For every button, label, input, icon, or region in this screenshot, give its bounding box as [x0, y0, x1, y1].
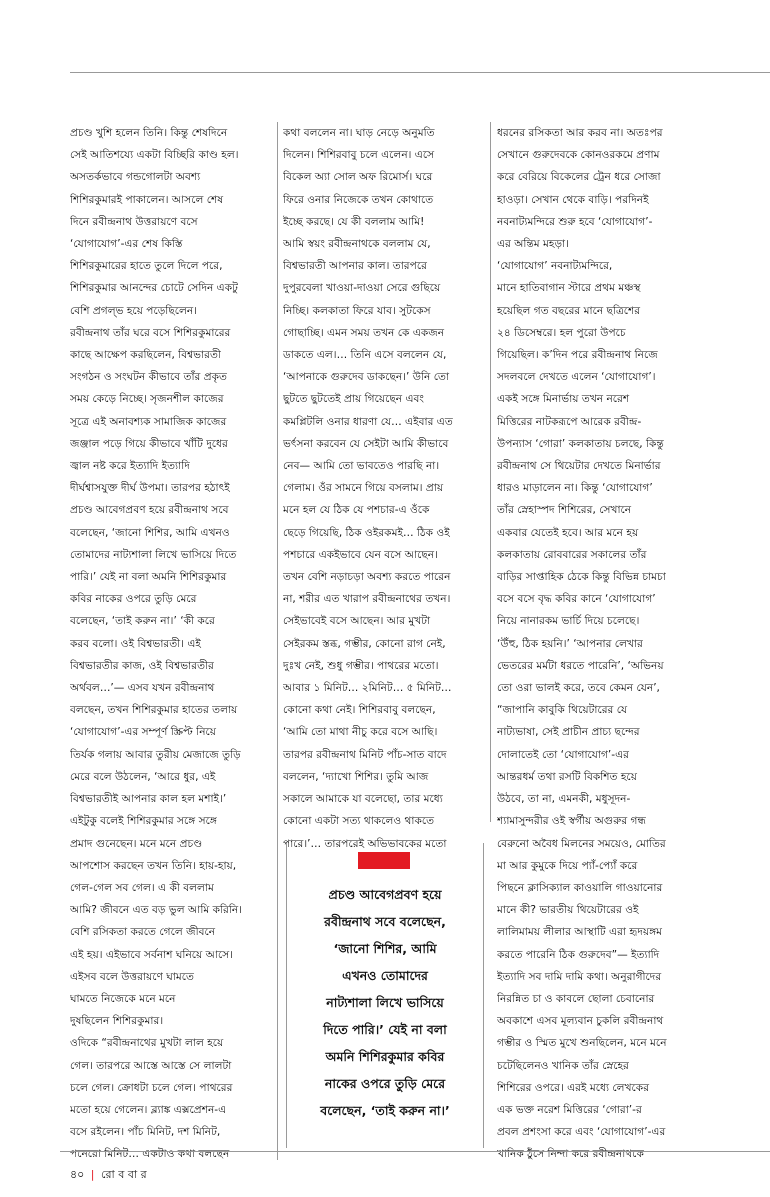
- body-text-line: এর অন্তিম মহড়া।: [497, 238, 569, 251]
- body-text-line: আন্তরধর্ম তথা রসটি বিকশিত হয়ে: [497, 770, 637, 783]
- body-text-line: শিশিরের ওপরে। এরই মধ্যে লেখকের: [497, 1081, 650, 1094]
- body-text-line: প্রমাদ গুনেছেন। মনে মনে প্রচণ্ড: [70, 837, 203, 850]
- article-column-1: [70, 122, 273, 1162]
- body-text-line: নিরন্নিত চা ও কাবলে ছোলা চেবানোর: [497, 992, 655, 1005]
- body-text-line: রবীন্দ্রনাথ সে থিয়েটার দেখতে মিনার্ভার: [497, 460, 661, 473]
- body-text-line: দুপুরবেলা খাওয়া-দাওয়া সেরে গুছিয়ে: [283, 282, 441, 295]
- body-text-line: আবার ১ মিনিট… ২মিনিট… ৫ মিনিট…: [283, 682, 452, 695]
- body-text-line: বলছেন, তখন শিশিরকুমার হাতের তলায়: [70, 704, 238, 717]
- body-text-line: ধরনের রসিকতা আর করব না। অতঃপর: [497, 127, 663, 139]
- body-text-line: পারে।’… তারপরেই অভিভাবকের মতো: [283, 837, 447, 850]
- pull-quote-line: ‘জানো শিশির, আমি: [333, 941, 437, 956]
- body-text-line: চলে গেল। ক্রোধটা চলে গেল। পাথরের: [70, 1081, 233, 1094]
- body-text-line: নিয়ে নানারকম ভার্চি দিয়ে চলেছে।: [497, 615, 640, 628]
- body-text-line: বিকেল অ্যা সোল অফ রিমোর্স। ঘরে: [283, 171, 433, 184]
- body-text-line: গেল-গেল সব গেল। এ কী বললাম: [70, 881, 214, 894]
- pull-quote: [286, 843, 484, 1148]
- pull-quote-line: দিতে পারি।’ যেই না বলা: [323, 1022, 447, 1037]
- body-text-line: এই হয়। এইভাবে সর্বনাশ ঘনিয়ে আসে।: [70, 948, 234, 961]
- pull-quote-line: এখনও তোমাদের: [342, 968, 428, 983]
- column-divider: [277, 122, 278, 1160]
- body-text-line: মেরে বলে উঠলেন, ‘আরে ধুর, এই: [70, 770, 216, 783]
- header-rule: [70, 72, 770, 73]
- article-column-3: [497, 122, 711, 1162]
- body-text-line: দীর্ঘশ্বাসযুক্ত দীর্ঘ উপমা। তারপর হঠাৎই: [70, 482, 230, 495]
- body-text-line: নিচ্ছি। কলকাতা ফিরে যাব। সুটকেস: [283, 304, 431, 317]
- body-text-line: করে বেরিয়ে বিকেলের ট্রেন ধরে সোজা: [497, 171, 661, 184]
- body-text-line: করতে পারেনি ঠিক গুরুদেব”— ইত্যাদি: [497, 948, 660, 961]
- body-text-line: চটেছিলেনও খানিক তাঁর স্নেহের: [497, 1059, 629, 1072]
- body-text-line: বিশ্বভারতীই আপনার কাল হল মশাই।’: [70, 793, 227, 806]
- body-text-line: খানিক ঠুঁসে নিন্দা করে রবীন্দ্রনাথকে: [497, 1148, 644, 1161]
- body-text-line: সেইরকম স্তব্ধ, গম্ভীর, কোনো রাগ নেই,: [283, 637, 446, 650]
- body-text-line: নাট্যভাষা, সেই প্রাচীন প্রাচ্য ছন্দের: [497, 726, 640, 739]
- page-folio: [70, 1166, 147, 1185]
- body-text-line: পনেরো মিনিট… একটাও কথা বলছেন: [70, 1148, 230, 1161]
- body-text-line: অর্থবল…’— এসব যখন রবীন্দ্রনাথ: [70, 682, 215, 695]
- body-text-line: দিনে রবীন্দ্রনাথ উত্তরায়ণে বসে: [70, 215, 198, 228]
- body-text-line: গেল। তারপরে আস্তে আস্তে সে লালটা: [70, 1059, 232, 1072]
- body-text-line: মা আর কুমুকে দিয়ে প্যাঁ-প্যোঁ করে: [497, 859, 638, 872]
- body-text-line: পারি।’ যেই না বলা অমনি শিশিরকুমার: [70, 571, 227, 584]
- body-text-line: নেব— আমি তো ভাবতেও পারছি না।: [283, 460, 440, 473]
- body-text-line: ‘যোগাযোগ’-এর শেষ কিস্তি: [70, 238, 183, 251]
- body-text-line: মানে হাতিবাগান স্টারে প্রথম মঞ্চস্থ: [497, 282, 641, 295]
- body-text-line: ছেড়ে গিয়েছি, ঠিক ওইরকমই… ঠিক ওই: [283, 526, 450, 539]
- body-text-line: ইচ্ছে করছে। যে কী বললাম আমি!: [283, 215, 425, 228]
- body-text-line: শিশিরকুমারই পাকালেন। আসলে শেষ: [70, 193, 224, 206]
- pull-quote-text: [287, 881, 483, 1124]
- body-text-line: অবকাশে এসব মূল্যবান চুকলি রবীন্দ্রনাথ: [497, 1015, 664, 1028]
- body-text-line: সময় কেড়ে নিচ্ছে। সৃজনশীল কাজের: [70, 393, 224, 406]
- pull-quote-line: প্রচণ্ড আবেগপ্রবণ হয়ে: [328, 887, 442, 902]
- column-divider: [490, 122, 491, 822]
- body-text-line: বসে রইলেন। পাঁচ মিনিট, দশ মিনিট,: [70, 1126, 221, 1139]
- pull-quote-line: নাট্যশালা লিখে ভাসিয়ে: [326, 995, 444, 1010]
- body-text-line: রবীন্দ্রনাথ তাঁর ঘরে বসে শিশিরকুমারের: [70, 326, 231, 339]
- body-text-line: ‘আমি তো মাথা নীচু করে বসে আছি।: [283, 726, 438, 739]
- body-text-line: ‘যোগাযোগ’ নবনাট্যমন্দিরে,: [497, 260, 613, 273]
- body-text-line: উপন্যাস ‘গোরা’ কলকাতায় চলছে, কিন্তু: [497, 437, 664, 450]
- body-text-line: মতো হয়ে গেলেন। ব্ল্যাঙ্ক এক্সপ্রেশন-এ: [70, 1103, 227, 1116]
- body-text-line: বসে বসে বৃদ্ধ কবির কানে ‘যোগাযোগ’: [497, 593, 656, 606]
- body-text-line: মিত্তিরের নাটকরূপে আরেক রবীন্দ্র-: [497, 415, 642, 428]
- body-text-line: প্রবল প্রশংসা করে এবং ‘যোগাযোগ’-এর: [497, 1126, 666, 1139]
- body-text-line: বিশ্বভারতী আপনার কাল। তারপরে: [283, 260, 427, 273]
- pull-quote-line: বলেছেন, ‘তাই করুন না।’: [320, 1103, 450, 1118]
- body-text-line: বেরুনো অবৈধ মিলনের সময়েও, মোতির: [497, 837, 666, 850]
- body-text-line: তো ওরা ভালই করে, তবে কেমন যেন’,: [497, 682, 660, 695]
- body-text-line: ‘যোগাযোগ’-এর সম্পূর্ণ স্ক্রিপ্ট নিয়ে: [70, 726, 217, 739]
- body-text-line: গম্ভীর ও স্মিত মুখে শুনছিলেন, মনে মনে: [497, 1037, 667, 1050]
- body-text-line: বলেছেন, ‘তাই করুন না।’ ‘কী করে: [70, 615, 215, 628]
- body-text-line: উঠবে, তা না, এমনকী, মধুসূদন-: [497, 793, 631, 806]
- body-text-line: বলেছেন, ‘জানো শিশির, আমি এখনও: [70, 526, 230, 539]
- body-text-line: আমি? জীবনে এত বড় ভুল আমি করিনি।: [70, 904, 243, 917]
- body-text-line: ওদিকে “রবীন্দ্রনাথের মুখটা লাল হয়ে: [70, 1037, 224, 1050]
- body-text-line: ‘আপনাকে গুরুদেব ডাকছেন।’ উনি তো: [283, 371, 450, 384]
- page-number: ৪০: [70, 1168, 85, 1181]
- body-text-line: জ্বাল নষ্ট করে ইত্যাদি ইত্যাদি: [70, 460, 190, 473]
- body-text-line: হাওড়া। সেখান থেকে বাড়ি। পরদিনই: [497, 193, 649, 206]
- body-text-line: কবির নাকের ওপরে তুড়ি মেরে: [70, 593, 197, 606]
- body-text-line: সূত্রে এই অনাবশ্যক সামাজিক কাজের: [70, 415, 227, 428]
- body-text-line: “জাপানি কাবুকি থিয়েটারের যে: [497, 704, 628, 717]
- body-text-line: শিশিরকুমারের হাতে তুলে দিলে পরে,: [70, 260, 223, 273]
- body-text-line: কমপ্লিটলি ওনার ধারণা যে… এইবার এত: [283, 415, 453, 428]
- body-text-line: অসতর্কভাবে গন্ডগোলটা অবশ্য: [70, 171, 201, 184]
- pull-quote-accent-bar: [358, 852, 410, 869]
- body-text-line: কোনো কথা নেই। শিশিরবাবু বলছেন,: [283, 704, 436, 717]
- body-text-line: বললেন, ‘দ্যাখো শিশির। তুমি আজ: [283, 770, 429, 783]
- body-text-line: আপশোস করছেন তখন তিনি। হায়-হায়,: [70, 859, 237, 872]
- body-text-line: জঞ্জাল পড়ে গিয়ে কীভাবে খাঁটি দুধের: [70, 437, 228, 450]
- body-text-line: সেখানে গুরুদেবকে কোনওরকমে প্রণাম: [497, 149, 660, 162]
- body-text-line: দুষছিলেন শিশিরকুমার।: [70, 1015, 164, 1028]
- body-text-line: দোলাতেই তো ‘যোগাযোগ’-এর: [497, 748, 629, 761]
- body-text-line: হয়েছিল গত বছরের মানে ছত্রিশের: [497, 304, 641, 317]
- body-text-line: একবার যেতেই হবে। আর মনে হয়: [497, 526, 639, 539]
- body-text-line: তাঁর স্নেহাস্পদ শিশিরের, সেখানে: [497, 504, 632, 517]
- body-text-line: তারপর রবীন্দ্রনাথ মিনিট পাঁচ-সাত বাদে: [283, 748, 447, 761]
- body-text-line: ভর্ৎসনা করবেন যে সেইটা আমি কীভাবে: [283, 437, 449, 450]
- body-text-line: গোছাচ্ছি। এমন সময় তখন কে একজন: [283, 326, 445, 339]
- body-text-line: আমি স্বয়ং রবীন্দ্রনাথকে বললাম যে,: [283, 238, 431, 251]
- body-text-line: সেই আতিশয্যে একটা বিচ্ছিরি কাণ্ড হল।: [70, 149, 239, 162]
- body-text-line: দুঃখ নেই, শুধু গম্ভীর। পাথরের মতো।: [283, 659, 439, 672]
- body-text-line: ডাকতে এল।… তিনি এসে বললেন যে,: [283, 349, 447, 362]
- body-text-line: কথা বললেন না। ঘাড় নেড়ে অনুমতি: [283, 127, 435, 139]
- body-text-line: সেইভাবেই বসে আছেন। আর মুখটা: [283, 615, 431, 628]
- body-text-line: ছুটতে ছুটতেই প্রায় গিয়েছেন এবং: [283, 393, 424, 406]
- body-text-line: ভেতরের মর্মটা ধরতে পারেনি’, ‘অভিনয়: [497, 659, 664, 672]
- body-text-line: ধারও মাড়ালেন না। কিন্তু ‘যোগাযোগ’: [497, 482, 653, 495]
- pull-quote-line: নাকের ওপরে তুড়ি মেরে: [324, 1076, 446, 1091]
- article-column-2: [283, 122, 486, 852]
- body-text-line: না, শরীর এত খারাপ রবীন্দ্রনাথের তখন।: [283, 593, 451, 606]
- body-text-line: গেলাম। ওঁর সামনে গিয়ে বসলাম। প্রায়: [283, 482, 444, 495]
- pull-quote-line: রবীন্দ্রনাথ সবে বলেছেন,: [324, 914, 446, 929]
- body-text-line: নবনাট্যমন্দিরে শুরু হবে ‘যোগাযোগ’-: [497, 215, 653, 228]
- body-text-line: কোনো একটা সত্য থাকলেও থাকতে: [283, 815, 435, 828]
- body-text-line: বাড়ির সাপ্তাহিক ঠেকে কিন্তু বিভিন্ন চামচা: [497, 571, 666, 584]
- body-text-line: এইসব বলে উত্তরায়ণে ঘামতে: [70, 970, 194, 983]
- body-text-line: একই সঙ্গে মিনার্ভায় তখন নরেশ: [497, 393, 630, 406]
- body-text-line: মানে কী? ভারতীয় থিয়েটারের ওই: [497, 904, 639, 917]
- body-text-line: বেশি রসিকতা করতে গেলে জীবনে: [70, 926, 216, 939]
- body-text-line: এইটুকু বলেই শিশিরকুমার সঙ্গে সঙ্গে: [70, 815, 217, 828]
- body-text-line: প্রচণ্ড খুশি হলেন তিনি। কিন্তু শেষদিনে: [70, 127, 228, 139]
- body-text-line: ঘামতে নিজেকে মনে মনে: [70, 992, 176, 1005]
- body-text-line: সংগঠন ও সংঘটন কীভাবে তাঁর প্রকৃত: [70, 371, 227, 384]
- body-text-line: প্রচণ্ড আবেগপ্রবণ হয়ে রবীন্দ্রনাথ সবে: [70, 504, 229, 517]
- body-text-line: বেশি প্রগল্ভ হয়ে পড়েছিলেন।: [70, 304, 198, 317]
- body-text-line: লালিমাময় লীলার আস্থাটি এরা হৃদয়ঙ্গম: [497, 926, 662, 939]
- body-text-line: শিশিরকুমার আনন্দের চোটে সেদিন একটু: [70, 282, 238, 295]
- body-text-line: ফিরে ওনার নিজেকে তখন কোথাতে: [283, 193, 434, 206]
- body-text-line: সদলবলে দেখতে এলেন ‘যোগাযোগ’।: [497, 371, 656, 384]
- body-text-line: কলকাতায় রোববারের সকালের তাঁর: [497, 548, 647, 561]
- body-text-line: ২৪ ডিসেম্বরে। হল পুরো উপচে: [497, 326, 626, 339]
- body-text-line: শ্যামাসুন্দরীর ওই স্বর্গীয় অগুরুর গন্ধ: [497, 815, 646, 828]
- body-text-line: পিছনে ক্লাসিক্যাল কাওয়ালি গাওয়ানোর: [497, 881, 663, 894]
- body-text-line: তির্যক গলায় আবার তুরীয় মেজাজে তুড়ি: [70, 748, 241, 761]
- body-text-line: এক ভক্ত নরেশ মিত্তিরের ‘গোরা’-র: [497, 1103, 642, 1116]
- body-text-line: তোমাদের নাট্যশালা লিখে ভাসিয়ে দিতে: [70, 548, 237, 561]
- body-text-line: দিলেন। শিশিরবাবু চলে এলেন। এসে: [283, 149, 435, 162]
- body-text-line: করব বলো। ওই বিশ্বভারতী। এই: [70, 637, 201, 650]
- footer-rule: [60, 1151, 770, 1152]
- body-text-line: গিয়েছিল। ক’দিন পরে রবীন্দ্রনাথ নিজে: [497, 349, 658, 362]
- body-text-line: ‘উঁহু, ঠিক হয়নি।’ ‘আপনার লেখার: [497, 637, 643, 650]
- body-text-line: মনে হল যে ঠিক যে পশচার-এ ওঁকে: [283, 504, 430, 517]
- folio-separator: |: [90, 1168, 95, 1181]
- body-text-line: বিশ্বভারতীর কাজ, ওই বিশ্বভারতীর: [70, 659, 214, 672]
- body-text-line: কাছে আক্ষেপ করছিলেন, বিশ্বভারতী: [70, 349, 221, 362]
- body-text-line: ইত্যাদি সব দামি দামি কথা। অনুরাগীদের: [497, 970, 662, 983]
- magazine-name: রো ব বা র: [101, 1168, 147, 1181]
- body-text-line: পশচারে একইভাবে যেন বসে আছেন।: [283, 548, 438, 561]
- body-text-line: সকালে আমাকে যা বলেছো, তার মধ্যে: [283, 793, 443, 806]
- pull-quote-line: অমনি শিশিরকুমার কবির: [325, 1049, 445, 1064]
- body-text-line: তখন বেশি নড়াচড়া অবশ্য করতে পারেন: [283, 571, 451, 584]
